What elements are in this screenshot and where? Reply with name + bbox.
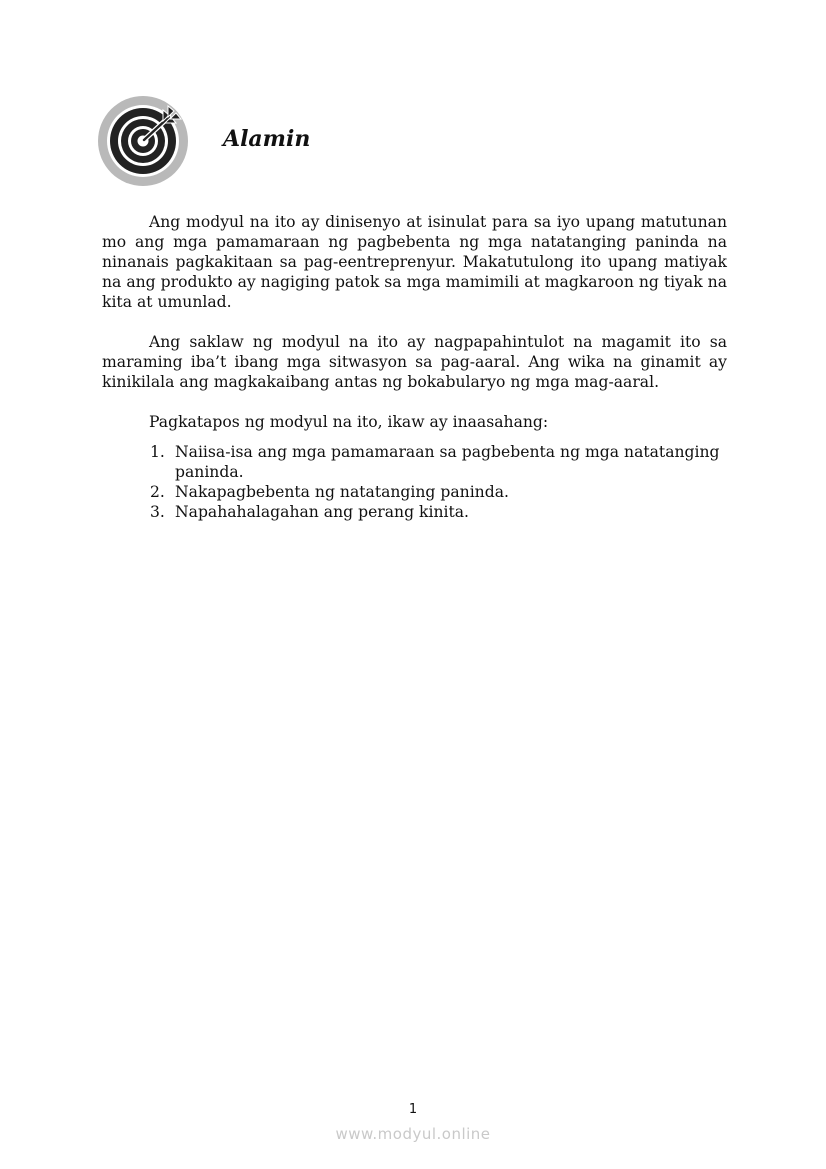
- objective-item: [150, 442, 727, 482]
- target-icon: [97, 95, 189, 187]
- scope-paragraph: Ang saklaw ng modyul na ito ay nagpapahintulot na magamit ito sa maraming iba’t ibang mga sitwasyon sa pag-aaral. Ang wika na ginamit ay kinikilala ang magkakaibang antas ng bokabularyo ng mga mag-aaral.: [102, 333, 727, 391]
- module-content: [102, 212, 727, 522]
- objective-text: Naiisa-isa ang mga pamamaraan sa pagbebenta ng mga natatanging paninda.: [175, 443, 720, 481]
- intro-paragraph: Ang modyul na ito ay dinisenyo at isinulat para sa iyo upang matutunan mo ang mga pamamaraan ng pagbebenta ng mga natatanging paninda na ninanais pagkakitaan sa pag-eentreprenyur. Makatutulong ito upang matiyak na ang produkto ay nagiging patok sa mga mamimili at magkaroon ng tiyak na kita at umunlad.: [102, 213, 727, 311]
- objective-text: Nakapagbebenta ng natatanging paninda.: [175, 483, 509, 501]
- watermark: www.modyul.online: [335, 1125, 491, 1143]
- objective-number: 1.: [150, 443, 165, 461]
- section-title: Alamin: [223, 126, 311, 152]
- objective-number: 3.: [150, 503, 165, 521]
- objectives-intro: Pagkatapos ng modyul na ito, ikaw ay inaasahang:: [149, 413, 549, 431]
- objective-item: [150, 502, 727, 522]
- objective-number: 2.: [150, 483, 165, 501]
- page-number: 1: [408, 1102, 418, 1117]
- objective-text: Napahahalagahan ang perang kinita.: [175, 503, 470, 521]
- objective-item: [150, 482, 727, 502]
- objectives-list: [102, 442, 727, 522]
